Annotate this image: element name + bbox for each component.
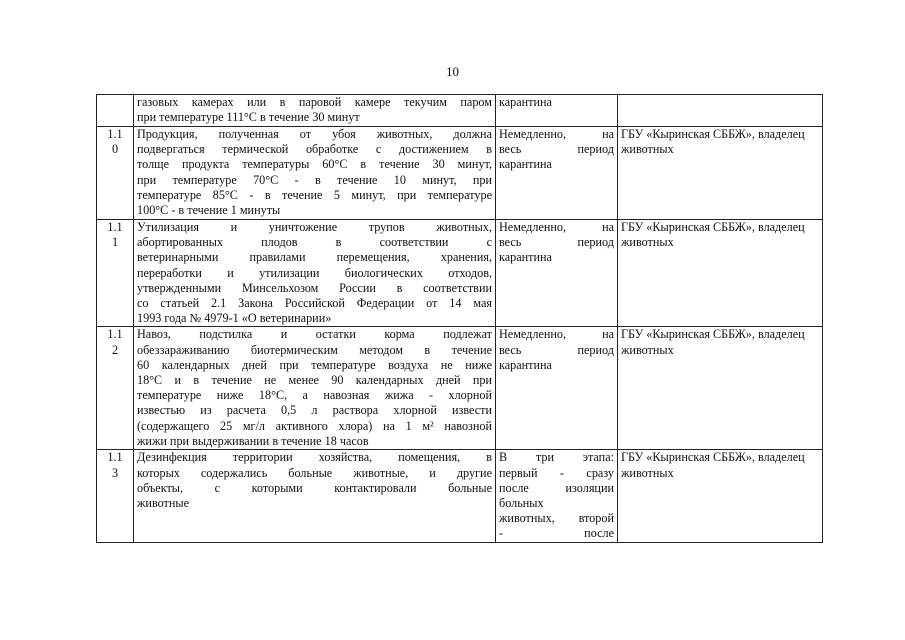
row-number-part: 2 [111,342,119,357]
measure-line: животные [137,496,189,511]
measure-line: Дезинфекция территории хозяйства, помещения, в [137,450,492,465]
measure-line: (содержащего 25 мг/л активного хлора) на 1 м² навозной [137,418,492,433]
table-row [97,95,823,127]
measures-table [96,94,823,543]
term-line: - после [499,526,614,541]
measure-line: со статьей 2.1 Закона Российской Федерации от 14 мая [137,296,492,311]
row-number-part: 1.1 [107,450,123,465]
row-number-cell [97,127,134,220]
term-line: карантина [499,357,552,372]
measure-cell [134,450,496,543]
table-row [97,450,823,543]
measure-line: подвергаться термической обработке с достижением в [137,142,492,157]
measure-line: толще продукта температуры 60°С в течение 30 минут, [137,157,492,172]
term-line: первый - сразу [499,465,614,480]
measure-line: абортированных плодов в соответствии с [137,235,492,250]
row-number-part: 1.1 [107,127,123,141]
measure-cell [134,220,496,327]
measure-line: которых содержались больные животные, и другие [137,465,492,480]
measure-line: 100°С - в течение 1 минуты [137,203,281,218]
page-number: 10 [446,64,459,79]
row-number-part: 1.1 [107,327,123,342]
responsible-cell: ГБУ «Кыринская СББЖ», владелец животных [618,450,823,543]
row-number-cell [97,95,134,127]
term-cell [496,327,618,450]
row-number-part: 1.1 [107,220,123,234]
term-line: карантина [499,250,552,265]
term-cell [496,450,618,543]
measure-line: обеззараживанию биотермическим методом в течение [137,342,492,357]
table-row [97,327,823,450]
measure-line: переработки и утилизации биологических отходов, [137,265,492,280]
term-line: В три этапа: [499,450,614,465]
term-line: Немедленно, на [499,127,614,141]
term-cell [496,127,618,220]
row-number-cell [97,450,134,543]
measure-line: ветеринарными правилами перемещения, хранения, [137,250,492,265]
measure-line: жижи при выдерживании в течение 18 часов [137,433,369,448]
row-number-part: 3 [111,465,119,480]
measure-line: 1993 года № 4979-1 «О ветеринарии» [137,311,332,326]
term-cell [496,95,618,127]
measure-line: газовых камерах или в паровой камере текучим паром [137,95,492,109]
measure-line: 60 календарных дней при температуре воздуха не ниже [137,357,492,372]
responsible-cell [618,95,823,127]
measure-line: при температуре 70°С - в течение 10 минут, при [137,172,492,187]
measure-cell [134,127,496,220]
responsible-cell: ГБУ «Кыринская СББЖ», владелец животных [618,220,823,327]
term-cell [496,220,618,327]
row-number-cell [97,220,134,327]
term-line: весь период [499,342,614,357]
term-line: весь период [499,235,614,250]
measure-line: Утилизация и уничтожение трупов животных, [137,220,492,234]
measure-line: Навоз, подстилка и остатки корма подлежат [137,327,492,342]
term-line: весь период [499,142,614,157]
row-number-part: 1 [111,235,119,250]
term-line: Немедленно, на [499,327,614,342]
term-line: карантина [499,95,552,109]
measure-cell [134,95,496,127]
responsible-cell: ГБУ «Кыринская СББЖ», владелец животных [618,127,823,220]
row-number-part: 0 [111,142,119,157]
table-row [97,127,823,220]
measure-line: температуре ниже 18°С, а навозная жижа - хлорной [137,388,492,403]
responsible-cell: ГБУ «Кыринская СББЖ», владелец животных [618,327,823,450]
term-line: больных [499,496,544,511]
measure-line: температуре 85°С - в течение 5 минут, при температуре [137,187,492,202]
table-row [97,220,823,327]
measure-line: известью из расчета 0,5 л раствора хлорной извести [137,403,492,418]
measure-line: 18°С и в течение не менее 90 календарных дней при [137,373,492,388]
term-line: карантина [499,157,552,172]
measure-line: при температуре 111°С в течение 30 минут [137,110,360,125]
term-line: животных, второй [499,511,614,526]
term-line: после изоляции [499,480,614,495]
measure-line: Продукция, полученная от убоя животных, должна [137,127,492,141]
row-number-cell [97,327,134,450]
measure-cell [134,327,496,450]
measure-line: объекты, с которыми контактировали больные [137,480,492,495]
measure-line: утвержденными Минсельхозом России в соответствии [137,280,492,295]
term-line: Немедленно, на [499,220,614,234]
